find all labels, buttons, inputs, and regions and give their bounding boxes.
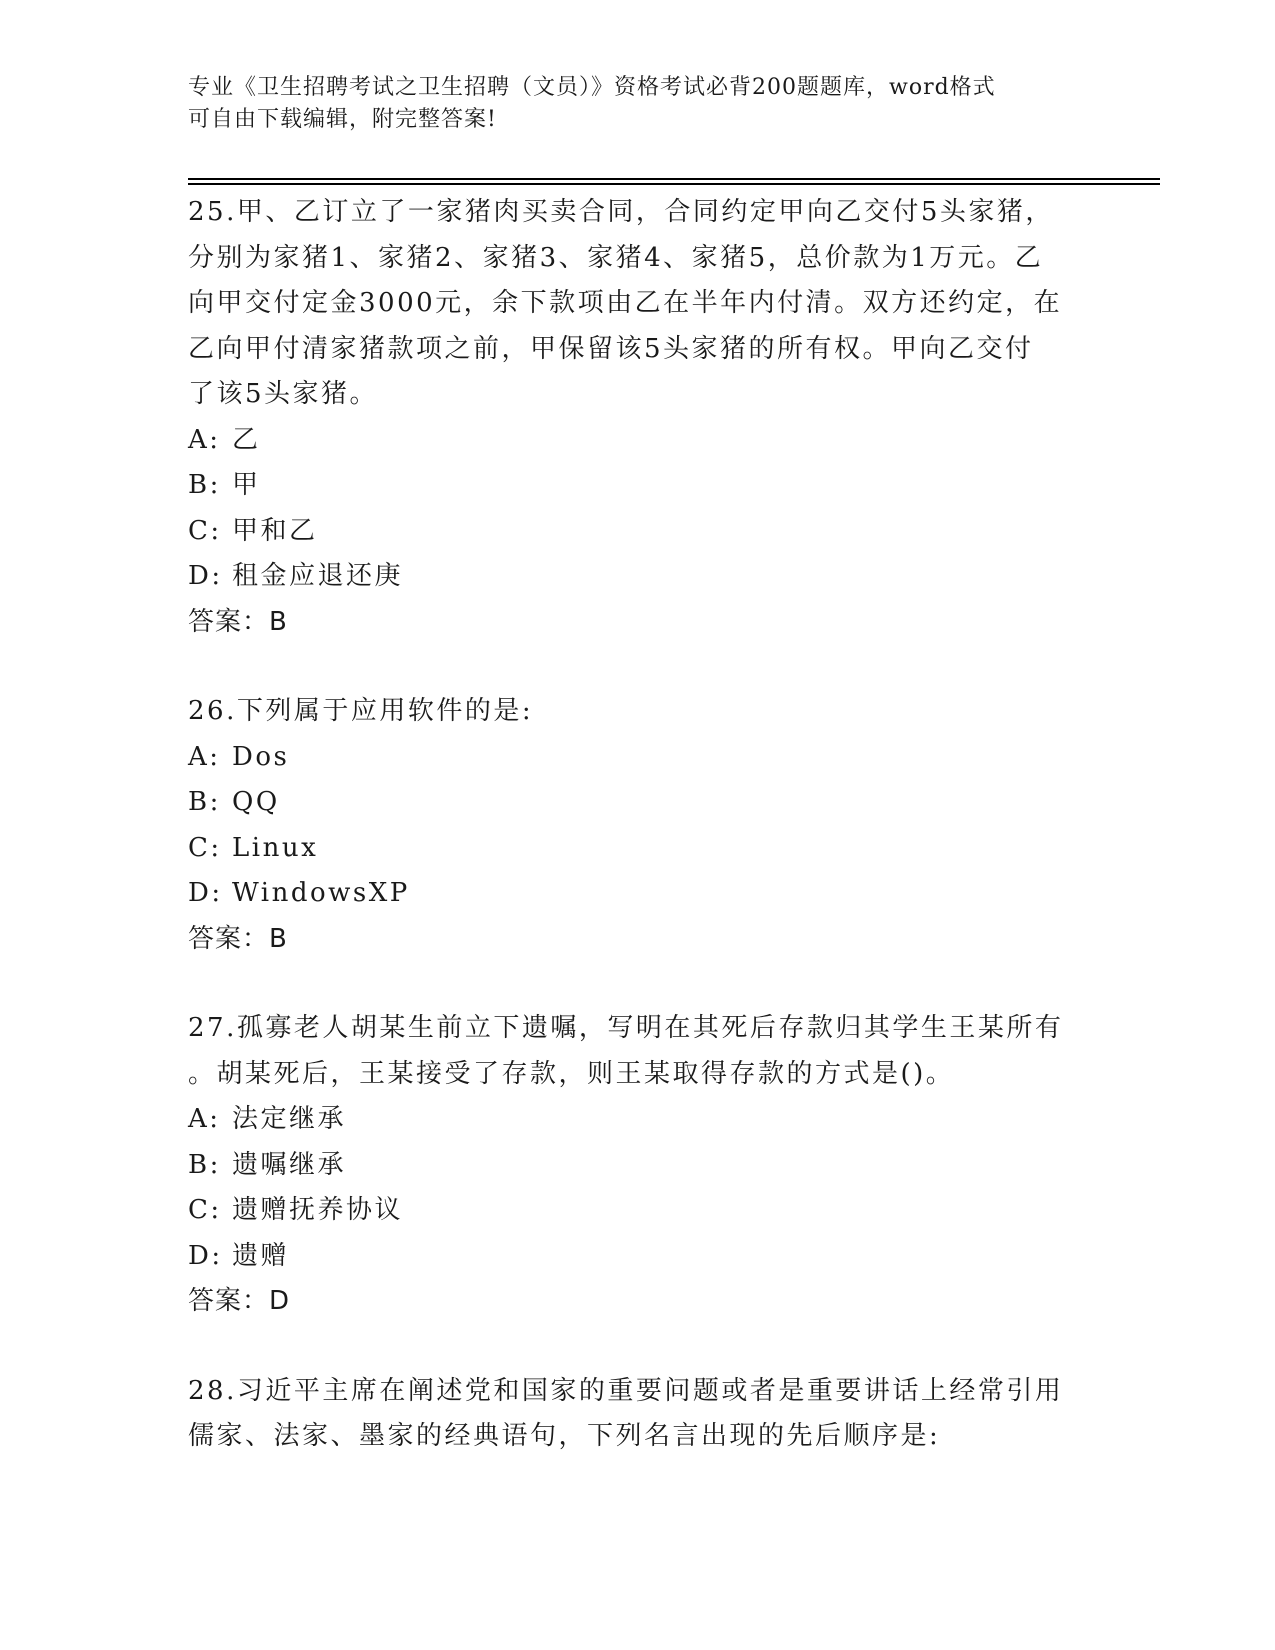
- header-title-line-2: 可自由下载编辑，附完整答案!: [188, 107, 497, 132]
- question-block: [188, 689, 1088, 962]
- answer-option: [188, 826, 1088, 872]
- option-key: A:: [188, 1104, 221, 1134]
- option-key: B:: [188, 1149, 221, 1180]
- option-key: B:: [188, 470, 221, 500]
- header-title-line-1: 专业《卫生招聘考试之卫生招聘（文员）》资格考试必背200题题库，word格式: [188, 75, 996, 100]
- option-text: 法定继承: [232, 1104, 347, 1134]
- option-text: 甲和乙: [232, 515, 318, 546]
- option-text: 甲: [232, 470, 261, 500]
- answer-key: 答案：D: [188, 1286, 291, 1316]
- option-key: C:: [188, 1195, 222, 1225]
- answer-option: [188, 463, 1088, 509]
- answer-key: 答案：B: [188, 606, 288, 637]
- option-text: Linux: [232, 832, 319, 863]
- option-key: D:: [188, 561, 223, 591]
- answer-option: [188, 1188, 1088, 1234]
- answer-option: [188, 871, 1088, 917]
- question-block: [188, 190, 1088, 645]
- header-rule-top: [188, 178, 1160, 180]
- answer-option: [188, 780, 1088, 826]
- option-text: 租金应退还庚: [232, 561, 404, 591]
- question-text-line: 28.习近平主席在阐述党和国家的重要问题或者是重要讲话上经常引用: [188, 1375, 1064, 1406]
- answer-option: [188, 554, 1088, 600]
- option-text: Dos: [232, 741, 290, 772]
- document-header: [188, 72, 1088, 136]
- question-text-line: 。胡某死后，王某接受了存款，则王某取得存款的方式是()。: [188, 1058, 955, 1089]
- option-text: 遗赠: [232, 1240, 290, 1271]
- question-text-line: 向甲交付定金3000元，余下款项由乙在半年内付清。双方还约定，在: [188, 288, 1063, 318]
- option-text: 遗嘱继承: [232, 1149, 347, 1180]
- question-text-line: 儒家、法家、墨家的经典语句，下列名言出现的先后顺序是:: [188, 1421, 941, 1451]
- option-key: D:: [188, 1240, 223, 1271]
- answer-option: [188, 1143, 1088, 1189]
- answer-key: 答案：B: [188, 923, 288, 954]
- option-key: A:: [188, 424, 221, 455]
- question-text-line: 分别为家猪1、家猪2、家猪3、家猪4、家猪5，总价款为1万元。乙: [188, 242, 1044, 273]
- option-text: 遗赠抚养协议: [232, 1195, 404, 1225]
- question-block: [188, 1006, 1088, 1325]
- header-rule-bottom: [188, 183, 1160, 185]
- option-text: WindowsXP: [232, 878, 410, 908]
- question-text-line: 26.下列属于应用软件的是:: [188, 696, 534, 726]
- question-text-line: 25.甲、乙订立了一家猪肉买卖合同，合同约定甲向乙交付5头家猪，: [188, 197, 1054, 227]
- option-key: A:: [188, 741, 221, 772]
- option-key: C:: [188, 515, 222, 546]
- option-key: D:: [188, 878, 223, 908]
- question-text-line: 了该5头家猪。: [188, 379, 379, 409]
- answer-option: [188, 1234, 1088, 1280]
- answer-option: [188, 418, 1088, 464]
- option-key: B:: [188, 787, 221, 817]
- option-text: QQ: [232, 787, 280, 817]
- answer-option: [188, 1097, 1088, 1143]
- question-text-line: 27.孤寡老人胡某生前立下遗嘱，写明在其死后存款归其学生王某所有: [188, 1013, 1064, 1043]
- question-text-line: 乙向甲付清家猪款项之前，甲保留该5头家猪的所有权。甲向乙交付: [188, 333, 1034, 364]
- question-block: [188, 1369, 1088, 1460]
- answer-option: [188, 735, 1088, 781]
- option-key: C:: [188, 832, 222, 863]
- question-list: [188, 190, 1088, 1504]
- option-text: 乙: [232, 424, 261, 455]
- answer-option: [188, 509, 1088, 555]
